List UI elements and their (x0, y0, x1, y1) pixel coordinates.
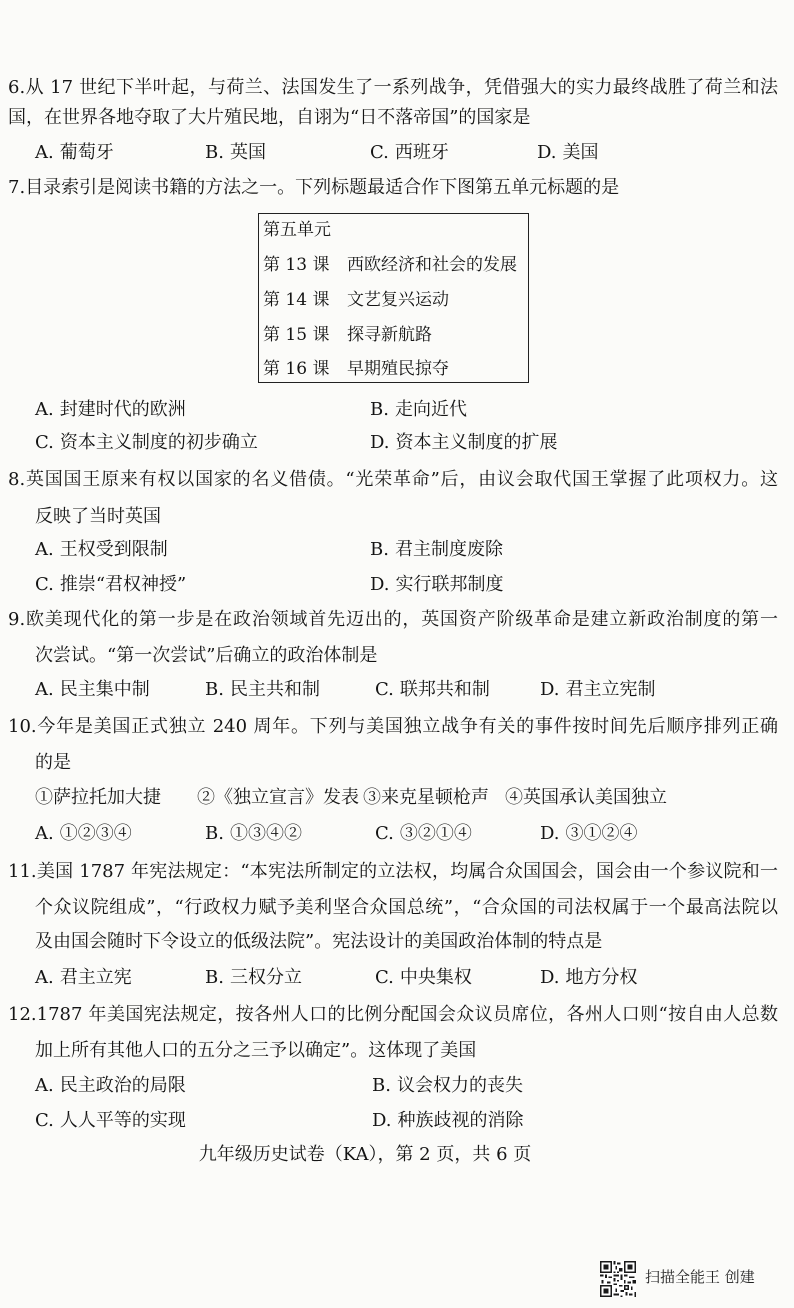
option-label: C. (375, 967, 394, 988)
option-label: D. (370, 432, 390, 453)
lesson-title: 西欧经济和社会的发展 (347, 255, 517, 275)
lesson-row (263, 323, 525, 347)
option-9-a (35, 678, 150, 702)
lesson-number: 第 13 课 (263, 255, 330, 275)
option-text: 英国 (229, 142, 266, 163)
option-text: ①③④② (229, 823, 302, 844)
option-12-c (35, 1109, 186, 1133)
option-text: 民主集中制 (59, 679, 150, 700)
option-9-d (540, 678, 656, 702)
question-number: 6. (8, 77, 26, 98)
option-text: ③①②④ (565, 823, 638, 844)
option-text: 君主立宪制 (565, 679, 656, 700)
option-label: A. (35, 967, 54, 988)
option-text: 推崇“君权神授” (59, 574, 187, 595)
option-label: B. (370, 539, 389, 560)
question-11-line-3: 及由国会随时下令设立的低级法院”。宪法设计的美国政治体制的特点是 (35, 931, 603, 952)
page-footer: 九年级历史试卷（KA），第 2 页，共 6 页 (198, 1144, 532, 1165)
question-number: 7. (8, 177, 26, 198)
option-text: 君主立宪 (59, 967, 132, 988)
option-text: 美国 (562, 142, 599, 163)
option-label: B. (370, 399, 389, 420)
question-8-line-1 (8, 468, 778, 492)
option-label: C. (35, 1110, 54, 1131)
option-text: 联邦共和制 (399, 679, 490, 700)
option-12-a (35, 1074, 186, 1098)
option-label: A. (35, 539, 54, 560)
unit-table-of-contents (258, 213, 529, 383)
question-number: 8. (8, 469, 26, 490)
option-text: 王权受到限制 (59, 539, 168, 560)
option-11-a (35, 966, 132, 990)
option-text: 封建时代的欧洲 (59, 399, 186, 420)
option-label: C. (375, 679, 394, 700)
option-text: 资本主义制度的初步确立 (59, 432, 258, 453)
option-6-d (537, 141, 599, 165)
question-number: 9. (8, 609, 26, 630)
lesson-title: 探寻新航路 (347, 325, 432, 345)
lesson-number: 第 14 课 (263, 290, 330, 310)
option-text: 西班牙 (394, 142, 449, 163)
option-9-b (205, 678, 320, 702)
question-stem: 欧美现代化的第一步是在政治领域首先迈出的，英国资产阶级革命是建立新政治制度的第一 (25, 609, 778, 630)
option-label: D. (540, 679, 560, 700)
event-item: ④英国承认美国独立 (505, 787, 667, 808)
option-label: B. (205, 679, 224, 700)
option-10-d (540, 822, 638, 846)
option-label: B. (205, 142, 224, 163)
option-label: A. (35, 679, 54, 700)
option-text: 人人平等的实现 (59, 1110, 186, 1131)
option-text: 君主制度废除 (394, 539, 503, 560)
scanner-watermark-text: 扫描全能王 创建 (645, 1268, 755, 1286)
option-label: A. (35, 399, 54, 420)
question-6-line-1 (8, 76, 778, 100)
question-9-line-2: 次尝试。“第一次尝试”后确立的政治体制是 (35, 645, 378, 666)
option-11-b (205, 966, 302, 990)
qr-code-icon (600, 1261, 636, 1297)
option-text: 种族歧视的消除 (397, 1110, 524, 1131)
option-label: D. (537, 142, 557, 163)
option-7-c (35, 431, 258, 455)
question-11-line-1 (8, 860, 778, 884)
option-10-b (205, 822, 302, 846)
option-8-c (35, 573, 186, 597)
option-7-a (35, 398, 186, 422)
question-11-line-2: 个众议院组成”，“行政权力赋予美利坚合众国总统”，“合众国的司法权属于一个最高法院以 (35, 897, 778, 918)
option-text: 地方分权 (565, 967, 638, 988)
option-6-b (205, 141, 266, 165)
option-label: B. (205, 823, 224, 844)
option-text: 葡萄牙 (59, 142, 114, 163)
option-text: 三权分立 (229, 967, 302, 988)
option-label: D. (372, 1110, 392, 1131)
option-10-c (375, 822, 472, 846)
option-12-b (372, 1074, 523, 1098)
option-6-a (35, 141, 114, 165)
question-stem: 英国国王原来有权以国家的名义借债。“光荣革命”后，由议会取代国王掌握了此项权力。这 (25, 469, 778, 490)
option-label: D. (370, 574, 390, 595)
question-number: 12. (8, 1004, 37, 1025)
option-label: C. (35, 574, 54, 595)
question-number: 10. (8, 716, 37, 737)
question-6-line-2: 国，在世界各地夺取了大片殖民地，自诩为“日不落帝国”的国家是 (8, 107, 531, 128)
option-7-d (370, 431, 558, 455)
option-label: C. (370, 142, 389, 163)
question-stem: 目录索引是阅读书籍的方法之一。下列标题最适合作下图第五单元标题的是 (25, 177, 620, 198)
question-9-line-1 (8, 608, 778, 632)
option-label: A. (35, 1075, 54, 1096)
lesson-row (263, 357, 525, 381)
option-text: 议会权力的丧失 (396, 1075, 523, 1096)
option-label: D. (540, 967, 560, 988)
question-number: 11. (8, 861, 37, 882)
question-12-line-1 (8, 1003, 778, 1027)
option-label: D. (540, 823, 560, 844)
option-text: 资本主义制度的扩展 (395, 432, 558, 453)
lesson-row (263, 288, 525, 312)
option-label: C. (35, 432, 54, 453)
option-label: C. (375, 823, 394, 844)
option-text: 民主共和制 (229, 679, 320, 700)
event-item: ③来克星顿枪声 (363, 787, 489, 808)
event-item: ①萨拉托加大捷 (35, 787, 161, 808)
option-label: A. (35, 142, 54, 163)
event-item: ②《独立宣言》发表 (197, 787, 359, 808)
question-stem: 1787 年美国宪法规定，按各州人口的比例分配国会众议员席位，各州人口则“按自由人总数 (36, 1004, 778, 1025)
option-8-b (370, 538, 503, 562)
option-text: 走向近代 (394, 399, 467, 420)
option-11-c (375, 966, 472, 990)
option-label: B. (205, 967, 224, 988)
option-text: ③②①④ (399, 823, 472, 844)
question-stem: 今年是美国正式独立 240 周年。下列与美国独立战争有关的事件按时间先后顺序排列正确 (36, 716, 778, 737)
question-8-line-2: 反映了当时英国 (35, 506, 161, 527)
option-9-c (375, 678, 490, 702)
option-label: A. (35, 823, 54, 844)
question-10-line-2: 的是 (35, 752, 71, 773)
option-8-a (35, 538, 168, 562)
lesson-number: 第 16 课 (263, 359, 330, 379)
unit-title: 第五单元 (263, 220, 331, 240)
lesson-title: 文艺复兴运动 (347, 290, 449, 310)
option-label: B. (372, 1075, 391, 1096)
option-12-d (372, 1109, 524, 1133)
option-text: 中央集权 (399, 967, 472, 988)
option-text: 民主政治的局限 (59, 1075, 186, 1096)
question-stem: 美国 1787 年宪法规定：“本宪法所制定的立法权，均属合众国国会，国会由一个参议院和一 (36, 861, 778, 882)
option-8-d (370, 573, 504, 597)
lesson-number: 第 15 课 (263, 325, 330, 345)
option-7-b (370, 398, 467, 422)
option-text: ①②③④ (59, 823, 132, 844)
question-7-line-1 (8, 176, 778, 200)
option-11-d (540, 966, 638, 990)
option-6-c (370, 141, 449, 165)
lesson-row (263, 253, 525, 277)
option-10-a (35, 822, 132, 846)
lesson-title: 早期殖民掠夺 (347, 359, 449, 379)
question-stem: 从 17 世纪下半叶起，与荷兰、法国发生了一系列战争，凭借强大的实力最终战胜了荷兰和法 (25, 77, 778, 98)
question-10-line-1 (8, 715, 778, 739)
question-12-line-2: 加上所有其他人口的五分之三予以确定”。这体现了美国 (35, 1040, 477, 1061)
option-text: 实行联邦制度 (395, 574, 504, 595)
